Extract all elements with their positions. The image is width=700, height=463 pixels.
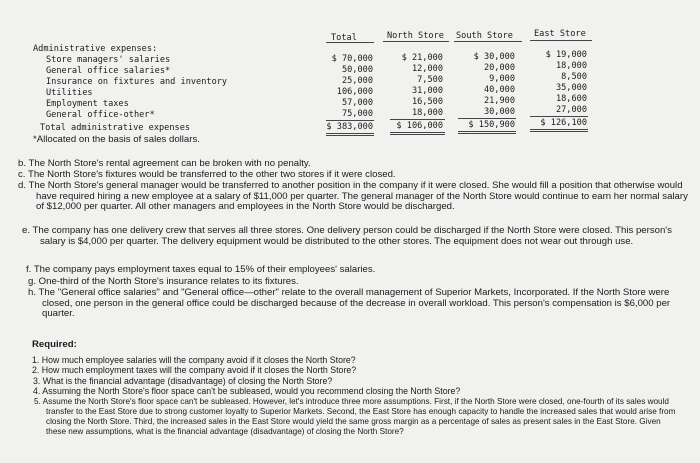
list-item: e. The company has one delivery crew that serves all three stores. One delivery person could be discharged if the North Store were closed. This person's salary is $4,000 per quarter. The delivery equipment would be distributed to the other stores. The equipment does not wear out through use. — [22, 225, 672, 247]
total-double-rule — [390, 132, 445, 135]
cell: 50,000 — [341, 65, 373, 75]
subtotal-rule — [390, 119, 445, 120]
header-rule-east — [530, 40, 592, 41]
row-label: Utilities — [46, 88, 93, 98]
question-item: 1. How much employee salaries will the company avoid if it closes the North Store? — [32, 355, 356, 365]
cell: $ 19,000 — [545, 50, 587, 60]
total-cell: $ 106,000 — [396, 121, 443, 131]
header-rule-total — [326, 42, 374, 43]
row-label: Employment taxes — [46, 99, 129, 109]
cell: 31,000 — [411, 86, 443, 96]
question-item: 5. Assume the North Store's floor space can't be subleased. However, let's introduce three more assumptions. First, if the North Store were closed, one-fourth of its sales would transfer to the East Store due to strong customer loyalty to Superior Markets. Second, the East Store has enough capacity to handle the increased sales that would arise from closing the North Store. Third, the increased sales in the East Store would yield the same gross margin as a percentage of sales as present sales in the East Store. Given these new assumptions, what is the financial advantage (disadvantage) of closing the North Store? — [34, 397, 676, 436]
cell: $ 21,000 — [401, 53, 443, 63]
row-label: Insurance on fixtures and inventory — [46, 77, 228, 87]
cell: 18,000 — [411, 108, 443, 118]
table-footnote: *Allocated on the basis of sales dollars. — [33, 134, 200, 145]
cell: 20,000 — [483, 63, 515, 73]
subtotal-rule — [458, 118, 516, 119]
cell: 57,000 — [341, 98, 373, 108]
total-double-rule — [326, 133, 374, 136]
cell: 75,000 — [341, 109, 373, 119]
total-cell: $ 383,000 — [326, 122, 373, 132]
subtotal-rule — [530, 116, 588, 117]
cell: 27,000 — [555, 105, 587, 115]
header-rule-north — [383, 41, 449, 42]
cell: 18,000 — [555, 61, 587, 71]
list-item: g. One-third of the North Store's insurance relates to its fixtures. — [28, 276, 299, 287]
list-item: c. The North Store's fixtures would be transferred to the other two stores if it were closed. — [18, 169, 396, 180]
header-north-store: North Store — [387, 31, 444, 41]
total-cell: $ 126,100 — [540, 118, 587, 128]
list-item: h. The "General office salaries" and "General office—other" relate to the overall management of Superior Markets, Incorporated. If the North Store were closed, one person in the general office could be discharged because of the decrease in overall workload. This person's compensation is $6,000 per quarter. — [28, 287, 671, 320]
cell: 106,000 — [336, 87, 373, 97]
cell: 25,000 — [341, 76, 373, 86]
subtotal-rule — [326, 120, 374, 121]
header-rule-south — [454, 41, 522, 42]
row-label: General office-other* — [46, 110, 155, 120]
cell: 18,600 — [555, 94, 587, 104]
total-double-rule — [458, 131, 516, 134]
cell: 35,000 — [555, 83, 587, 93]
header-south-store: South Store — [456, 31, 513, 41]
list-item: f. The company pays employment taxes equal to 15% of their employees' salaries. — [26, 264, 376, 275]
cell: $ 30,000 — [473, 52, 515, 62]
total-double-rule — [530, 129, 588, 132]
cell: 9,000 — [489, 74, 515, 84]
total-row-label: Total administrative expenses — [40, 123, 191, 133]
cell: 30,000 — [483, 107, 515, 117]
cell: $ 70,000 — [331, 54, 373, 64]
cell: 7,500 — [417, 75, 443, 85]
required-title: Required: — [32, 339, 77, 350]
section-title: Administrative expenses: — [33, 44, 158, 54]
cell: 8,500 — [561, 72, 587, 82]
header-east-store: East Store — [534, 29, 586, 39]
question-item: 4. Assuming the North Store's floor space can't be subleased, would you recommend closing the North Store? — [33, 386, 461, 396]
list-item: d. The North Store's general manager would be transferred to another position in the company if it were closed. She would fill a position that otherwise would have required hiring a new employee at a salary of $11,000 per quarter. The general manager of the North Store would continue to earn her normal salary of $12,000 per quarter. All other managers and employees in the North Store would be discharged. — [18, 180, 688, 213]
row-label: Store managers' salaries — [46, 55, 171, 65]
cell: 21,900 — [483, 96, 515, 106]
cell: 12,000 — [411, 64, 443, 74]
cell: 40,000 — [483, 85, 515, 95]
row-label: General office salaries* — [46, 66, 171, 76]
list-item: b. The North Store's rental agreement can be broken with no penalty. — [18, 158, 311, 169]
question-item: 2. How much employment taxes will the company avoid if it closes the North Store? — [32, 365, 357, 375]
header-total: Total — [331, 33, 357, 43]
cell: 16,500 — [411, 97, 443, 107]
question-item: 3. What is the financial advantage (disadvantage) of closing the North Store? — [33, 376, 333, 386]
total-cell: $ 150,900 — [468, 120, 515, 130]
